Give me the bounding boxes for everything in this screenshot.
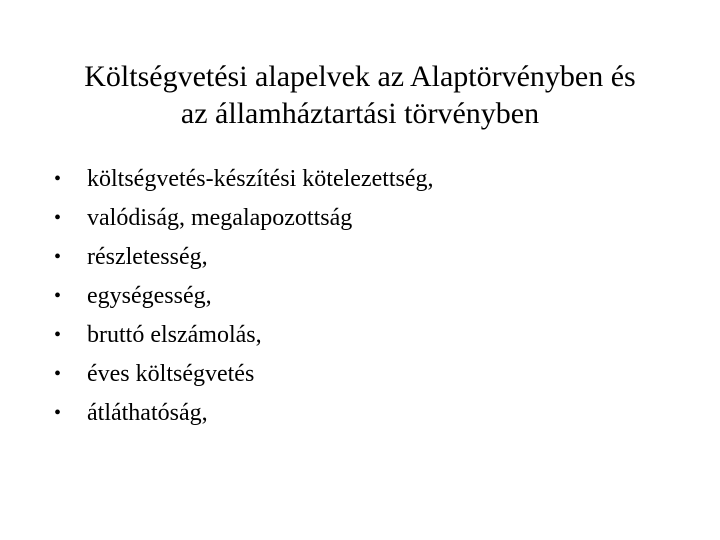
bullet-item-6 <box>54 355 674 394</box>
title-line-2: az államháztartási törvényben <box>180 97 540 130</box>
title-line-1: Költségvetési alapelvek az Alaptörvényben és <box>84 60 636 93</box>
bullet-item-7 <box>54 394 674 433</box>
bullet-icon: • <box>54 207 62 229</box>
bullet-icon: • <box>54 363 62 385</box>
bullet-item-5 <box>54 316 674 355</box>
bullet-text: költségvetés-készítési kötelezettség, <box>87 166 434 192</box>
bullet-text: átláthatóság, <box>87 400 208 426</box>
bullet-item-3 <box>54 238 674 277</box>
bullet-icon: • <box>54 402 62 424</box>
bullet-text: éves költségvetés <box>87 361 255 387</box>
bullet-item-4 <box>54 277 674 316</box>
bullet-icon: • <box>54 168 62 190</box>
bullet-item-2 <box>54 199 674 238</box>
bullet-list <box>54 160 674 433</box>
bullet-text: valódiság, megalapozottság <box>87 205 353 231</box>
bullet-text: bruttó elszámolás, <box>87 322 262 348</box>
bullet-icon: • <box>54 324 62 346</box>
bullet-icon: • <box>54 285 62 307</box>
bullet-icon: • <box>54 246 62 268</box>
bullet-text: részletesség, <box>87 244 208 270</box>
slide-title <box>40 58 680 132</box>
bullet-text: egységesség, <box>87 283 212 309</box>
bullet-item-1 <box>54 160 674 199</box>
